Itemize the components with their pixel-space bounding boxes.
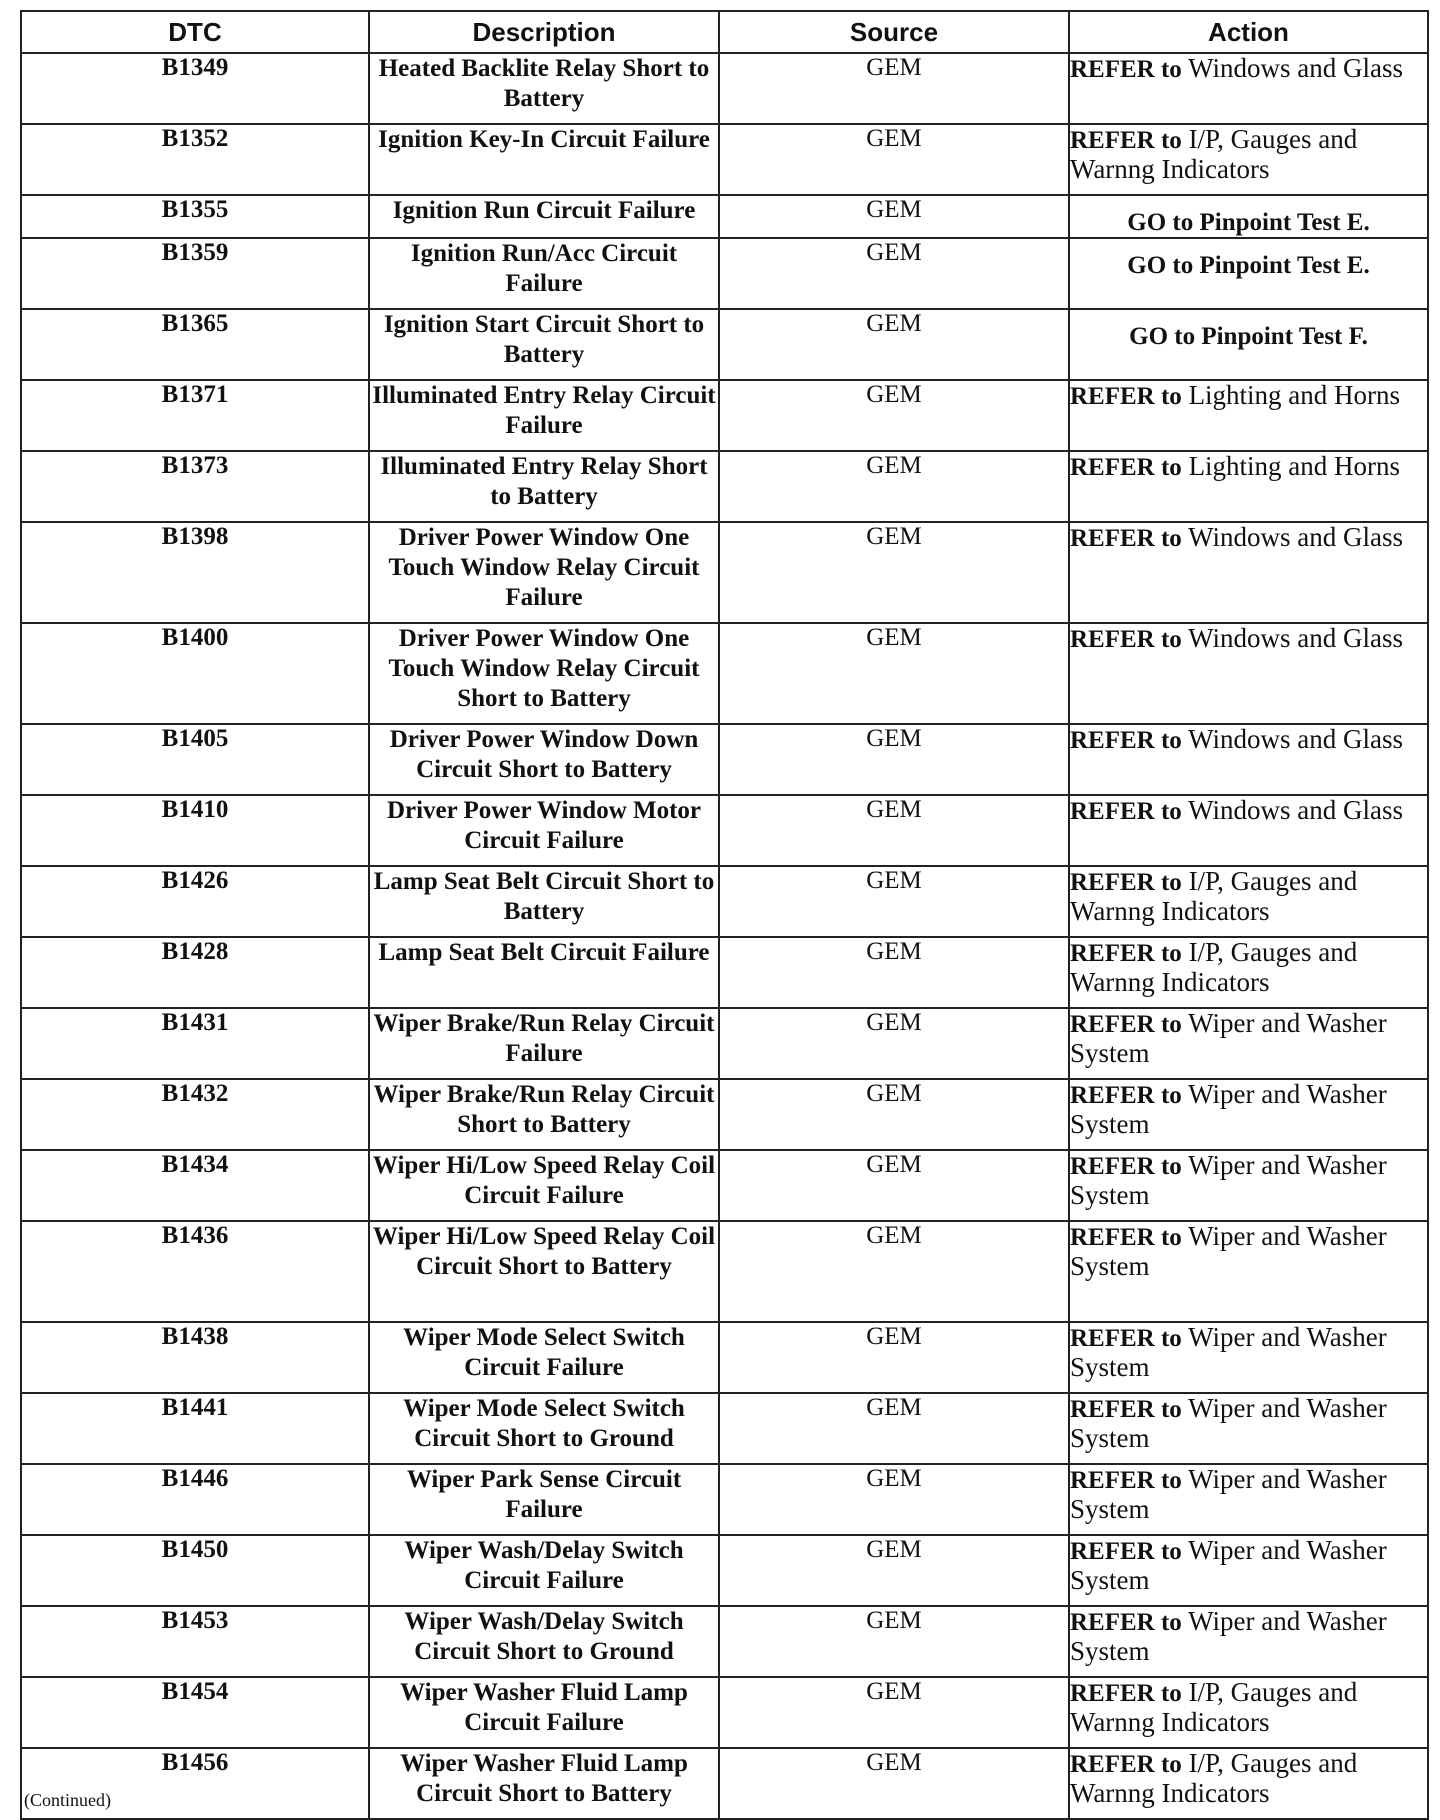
action-text: Wiper and Washer System	[1070, 1322, 1387, 1382]
dtc-action	[1069, 124, 1428, 195]
dtc-source: GEM	[719, 1322, 1069, 1393]
action-keyword: REFER to	[1070, 869, 1182, 896]
header-dtc: DTC	[21, 11, 369, 53]
table-row	[21, 124, 1428, 195]
table-row	[21, 1535, 1428, 1606]
dtc-code: B1349	[21, 53, 369, 124]
dtc-description: Illuminated Entry Relay Short to Battery	[369, 451, 719, 522]
dtc-description: Wiper Park Sense Circuit Failure	[369, 1464, 719, 1535]
dtc-code: B1431	[21, 1008, 369, 1079]
action-text: I/P, Gauges and Warnng Indicators	[1070, 937, 1358, 997]
action-text: Wiper and Washer System	[1070, 1150, 1387, 1210]
action-keyword: REFER to	[1070, 1609, 1182, 1636]
dtc-source: GEM	[719, 1464, 1069, 1535]
dtc-description: Wiper Washer Fluid Lamp Circuit Short to Battery	[369, 1748, 719, 1819]
dtc-source: GEM	[719, 1393, 1069, 1464]
dtc-code: B1453	[21, 1606, 369, 1677]
dtc-source: GEM	[719, 124, 1069, 195]
dtc-code: B1355	[21, 195, 369, 238]
dtc-action	[1069, 795, 1428, 866]
action-keyword: REFER to	[1070, 940, 1182, 967]
action-text: Wiper and Washer System	[1070, 1393, 1387, 1453]
action-keyword: REFER to	[1070, 454, 1182, 481]
dtc-action	[1069, 522, 1428, 623]
dtc-source: GEM	[719, 309, 1069, 380]
dtc-code: B1450	[21, 1535, 369, 1606]
table-row	[21, 1606, 1428, 1677]
dtc-code: B1365	[21, 309, 369, 380]
action-text: Wiper and Washer System	[1070, 1535, 1387, 1595]
dtc-description: Driver Power Window One Touch Window Relay Circuit Failure	[369, 522, 719, 623]
dtc-code: B1426	[21, 866, 369, 937]
table-row	[21, 866, 1428, 937]
action-text: I/P, Gauges and Warnng Indicators	[1070, 1748, 1358, 1808]
dtc-code: B1359	[21, 238, 369, 309]
table-row	[21, 380, 1428, 451]
dtc-source: GEM	[719, 195, 1069, 238]
dtc-description: Wiper Mode Select Switch Circuit Short to Ground	[369, 1393, 719, 1464]
action-text: Windows and Glass	[1188, 724, 1403, 754]
action-keyword: REFER to	[1070, 1538, 1182, 1565]
action-text: Wiper and Washer System	[1070, 1464, 1387, 1524]
dtc-description: Ignition Run Circuit Failure	[369, 195, 719, 238]
table-row	[21, 522, 1428, 623]
table-row	[21, 309, 1428, 380]
dtc-source: GEM	[719, 1008, 1069, 1079]
table-row	[21, 623, 1428, 724]
table-row	[21, 1748, 1428, 1819]
dtc-action	[1069, 380, 1428, 451]
table-row	[21, 1008, 1428, 1079]
action-keyword: REFER to	[1070, 1011, 1182, 1038]
action-keyword: REFER to	[1070, 727, 1182, 754]
action-keyword: REFER to	[1070, 1153, 1182, 1180]
dtc-source: GEM	[719, 724, 1069, 795]
dtc-description: Driver Power Window Down Circuit Short to Battery	[369, 724, 719, 795]
dtc-description: Lamp Seat Belt Circuit Short to Battery	[369, 866, 719, 937]
header-source: Source	[719, 11, 1069, 53]
dtc-source: GEM	[719, 1748, 1069, 1819]
dtc-action	[1069, 1008, 1428, 1079]
dtc-action	[1069, 53, 1428, 124]
dtc-code: B1441	[21, 1393, 369, 1464]
dtc-source: GEM	[719, 937, 1069, 1008]
dtc-action	[1069, 1677, 1428, 1748]
dtc-action	[1069, 1079, 1428, 1150]
dtc-code: B1400	[21, 623, 369, 724]
dtc-code: B1405	[21, 724, 369, 795]
dtc-action	[1069, 623, 1428, 724]
action-keyword: REFER to	[1070, 127, 1182, 154]
table-row	[21, 1677, 1428, 1748]
table-row	[21, 1221, 1428, 1322]
table-row	[21, 238, 1428, 309]
dtc-action	[1069, 1748, 1428, 1819]
dtc-code: B1438	[21, 1322, 369, 1393]
dtc-source: GEM	[719, 795, 1069, 866]
action-keyword: REFER to	[1070, 1680, 1182, 1707]
table-row	[21, 1322, 1428, 1393]
dtc-code: B1436	[21, 1221, 369, 1322]
action-keyword: REFER to	[1070, 626, 1182, 653]
dtc-description: Wiper Wash/Delay Switch Circuit Short to Ground	[369, 1606, 719, 1677]
dtc-source: GEM	[719, 53, 1069, 124]
dtc-description: Driver Power Window One Touch Window Relay Circuit Short to Battery	[369, 623, 719, 724]
action-text: Wiper and Washer System	[1070, 1221, 1387, 1281]
dtc-action	[1069, 1606, 1428, 1677]
dtc-description: Wiper Brake/Run Relay Circuit Failure	[369, 1008, 719, 1079]
action-text: Lighting and Horns	[1188, 451, 1401, 481]
table-row	[21, 451, 1428, 522]
action-keyword: REFER to	[1070, 1082, 1182, 1109]
dtc-description: Lamp Seat Belt Circuit Failure	[369, 937, 719, 1008]
dtc-source: GEM	[719, 238, 1069, 309]
dtc-description: Illuminated Entry Relay Circuit Failure	[369, 380, 719, 451]
dtc-action	[1069, 309, 1428, 380]
action-text: Wiper and Washer System	[1070, 1079, 1387, 1139]
dtc-source: GEM	[719, 522, 1069, 623]
dtc-source: GEM	[719, 1221, 1069, 1322]
action-text: Windows and Glass	[1188, 53, 1403, 83]
dtc-source: GEM	[719, 1079, 1069, 1150]
action-text: Windows and Glass	[1188, 795, 1403, 825]
dtc-action	[1069, 195, 1428, 238]
action-keyword: REFER to	[1070, 1325, 1182, 1352]
dtc-code: B1428	[21, 937, 369, 1008]
document-page	[20, 10, 1427, 1820]
action-keyword: REFER to	[1070, 56, 1182, 83]
dtc-action	[1069, 866, 1428, 937]
action-text: Wiper and Washer System	[1070, 1606, 1387, 1666]
dtc-action	[1069, 724, 1428, 795]
dtc-source: GEM	[719, 451, 1069, 522]
table-row	[21, 724, 1428, 795]
action-keyword: REFER to	[1070, 1396, 1182, 1423]
dtc-code: B1410	[21, 795, 369, 866]
action-keyword: REFER to	[1070, 798, 1182, 825]
action-text: Windows and Glass	[1188, 623, 1403, 653]
dtc-description: Driver Power Window Motor Circuit Failure	[369, 795, 719, 866]
header-description: Description	[369, 11, 719, 53]
action-text: I/P, Gauges and Warnng Indicators	[1070, 124, 1358, 184]
dtc-code: B1446	[21, 1464, 369, 1535]
dtc-description: Wiper Washer Fluid Lamp Circuit Failure	[369, 1677, 719, 1748]
table-row	[21, 1393, 1428, 1464]
dtc-action	[1069, 451, 1428, 522]
dtc-source: GEM	[719, 1606, 1069, 1677]
dtc-code: B1434	[21, 1150, 369, 1221]
dtc-source: GEM	[719, 380, 1069, 451]
table-row	[21, 1079, 1428, 1150]
action-text: GO to Pinpoint Test E.	[1127, 209, 1370, 236]
dtc-code: B1456	[21, 1748, 369, 1819]
dtc-code: B1454	[21, 1677, 369, 1748]
dtc-description: Ignition Start Circuit Short to Battery	[369, 309, 719, 380]
dtc-description: Heated Backlite Relay Short to Battery	[369, 53, 719, 124]
table-row	[21, 53, 1428, 124]
action-text: GO to Pinpoint Test F.	[1129, 323, 1368, 350]
action-text: Windows and Glass	[1188, 522, 1403, 552]
dtc-description: Ignition Key-In Circuit Failure	[369, 124, 719, 195]
action-text: Wiper and Washer System	[1070, 1008, 1387, 1068]
dtc-description: Wiper Brake/Run Relay Circuit Short to Battery	[369, 1079, 719, 1150]
dtc-source: GEM	[719, 1535, 1069, 1606]
dtc-code: B1371	[21, 380, 369, 451]
action-keyword: REFER to	[1070, 383, 1182, 410]
dtc-description: Wiper Hi/Low Speed Relay Coil Circuit Short to Battery	[369, 1221, 719, 1322]
continued-note: (Continued)	[24, 1790, 111, 1810]
dtc-code: B1373	[21, 451, 369, 522]
dtc-code: B1432	[21, 1079, 369, 1150]
dtc-action	[1069, 937, 1428, 1008]
action-keyword: REFER to	[1070, 1751, 1182, 1778]
dtc-description: Wiper Mode Select Switch Circuit Failure	[369, 1322, 719, 1393]
dtc-description: Wiper Hi/Low Speed Relay Coil Circuit Failure	[369, 1150, 719, 1221]
dtc-code: B1398	[21, 522, 369, 623]
dtc-action	[1069, 1535, 1428, 1606]
dtc-action	[1069, 1393, 1428, 1464]
dtc-table	[20, 10, 1429, 1820]
dtc-action	[1069, 1221, 1428, 1322]
action-keyword: REFER to	[1070, 1467, 1182, 1494]
table-header	[21, 11, 1428, 53]
dtc-description: Wiper Wash/Delay Switch Circuit Failure	[369, 1535, 719, 1606]
table-row	[21, 795, 1428, 866]
action-text: Lighting and Horns	[1188, 380, 1401, 410]
action-keyword: REFER to	[1070, 525, 1182, 552]
dtc-source: GEM	[719, 1677, 1069, 1748]
dtc-code: B1352	[21, 124, 369, 195]
header-action: Action	[1069, 11, 1428, 53]
action-text: GO to Pinpoint Test E.	[1127, 252, 1370, 279]
action-keyword: REFER to	[1070, 1224, 1182, 1251]
dtc-action	[1069, 238, 1428, 309]
table-row	[21, 1150, 1428, 1221]
action-text: I/P, Gauges and Warnng Indicators	[1070, 866, 1358, 926]
dtc-action	[1069, 1322, 1428, 1393]
dtc-source: GEM	[719, 866, 1069, 937]
table-row	[21, 937, 1428, 1008]
dtc-action	[1069, 1464, 1428, 1535]
action-text: I/P, Gauges and Warnng Indicators	[1070, 1677, 1358, 1737]
table-row	[21, 195, 1428, 238]
dtc-description: Ignition Run/Acc Circuit Failure	[369, 238, 719, 309]
dtc-source: GEM	[719, 1150, 1069, 1221]
table-body	[21, 53, 1428, 1819]
dtc-source: GEM	[719, 623, 1069, 724]
table-row	[21, 1464, 1428, 1535]
dtc-action	[1069, 1150, 1428, 1221]
